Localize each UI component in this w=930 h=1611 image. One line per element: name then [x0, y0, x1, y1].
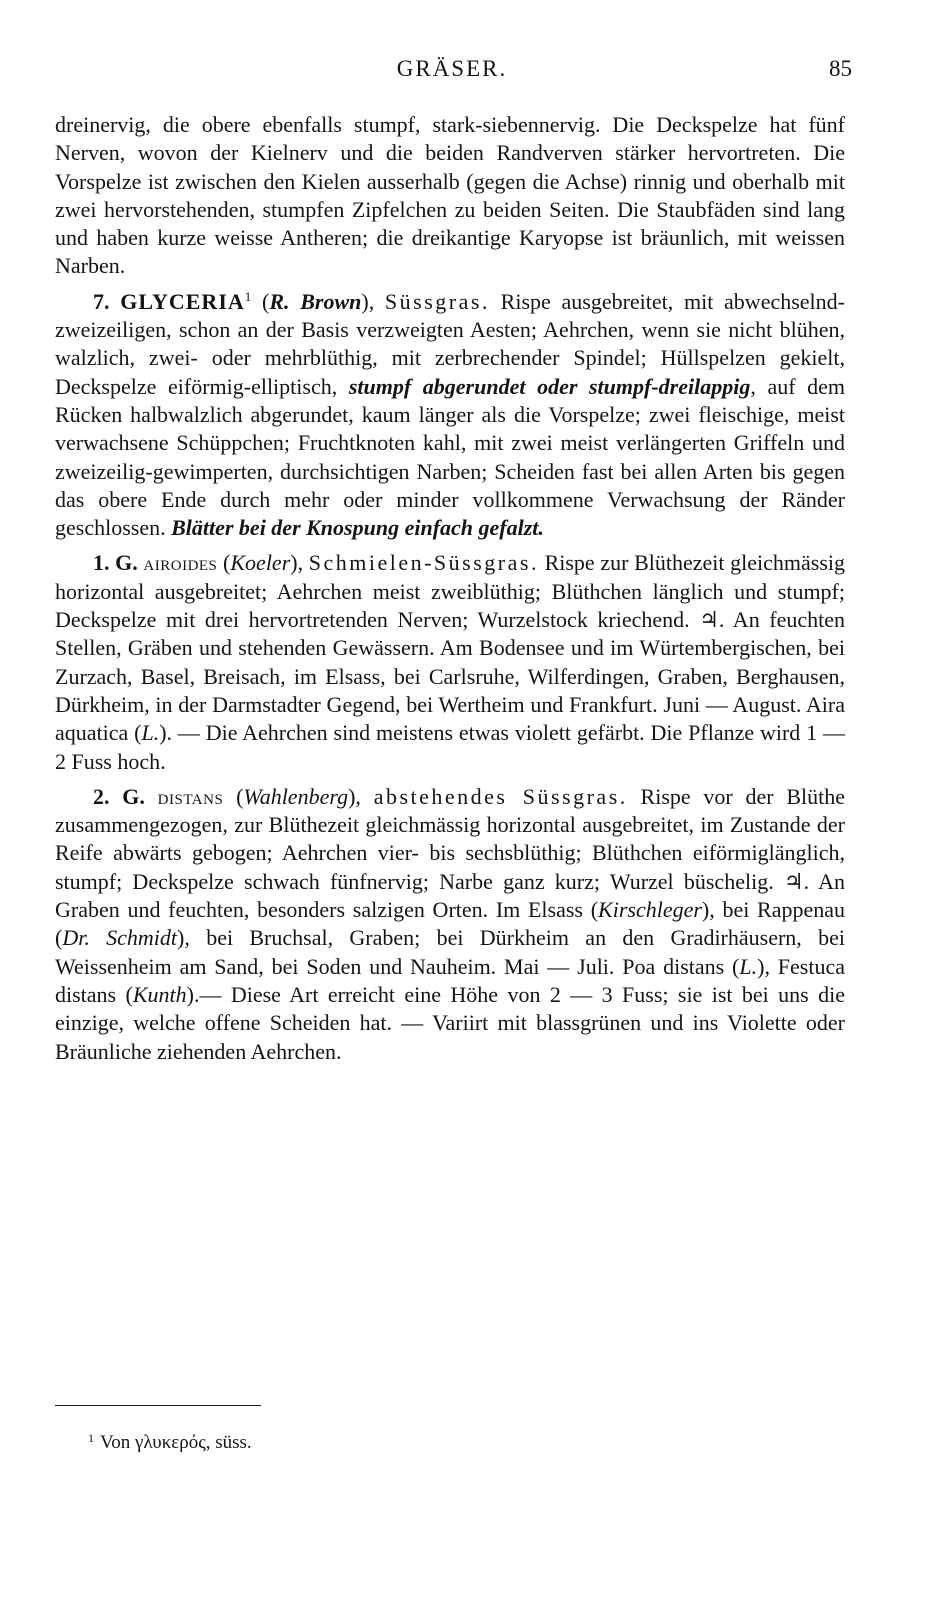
species-common-name: abstehendes Süssgras.	[373, 783, 628, 809]
genus-authority-open: (	[262, 288, 270, 314]
species-italic-2: Dr. Schmidt	[62, 925, 178, 951]
genus-text-1: Rispe ausgebreitet, mit abwechselnd-zweizeiligen, schon an der Basis verzweigten Aesten; Aehrchen, wenn sie nicht blühen, walzlich, zwei- oder mehrblüthig, mit zerbrechender Spindel; Hüllspelzen gekielt, Deckspelze eiförmig-elliptisch,	[55, 288, 845, 399]
continuation-text: dreinervig, die obere ebenfalls stumpf, stark-siebennervig. Die Deckspelze hat fünf Nerven, wovon der Kielnerv und die beiden Randverven stärker hervortreten. Die Vorspelze ist zwischen den Kielen ausserhalb (gegen die Achse) rinnig und oberhalb mit zwei hervorstehenden, stumpfen Zipfelchen zu beiden Seiten. Die Staubfäden sind lang und haben kurze weisse Antheren; die dreikantige Karyopse ist bräunlich, mit weissen Narben.	[55, 112, 845, 279]
species-authority-close: ),	[290, 550, 304, 576]
species-italic-1: L.	[141, 720, 160, 746]
body-text	[55, 111, 845, 1066]
footnote-divider	[55, 1405, 261, 1406]
footnote-reference: 1	[244, 288, 252, 304]
species-epithet: distans	[157, 783, 224, 809]
species-authority-close: ),	[348, 783, 361, 809]
footnote-mark: 1	[88, 1431, 94, 1445]
species-text-2: ). — Die Aehrchen sind meistens etwas violett gefärbt. Die Pflanze wird 1 — 2 Fuss hoch.	[55, 720, 845, 774]
species-entry-distans	[55, 783, 845, 1066]
running-title: GRÄSER.	[396, 56, 508, 81]
species-epithet: airoides	[143, 550, 218, 576]
footnote	[88, 1426, 252, 1455]
species-authority-open: (	[223, 550, 231, 576]
paragraph-continuation	[55, 111, 845, 281]
genus-description	[55, 288, 845, 543]
page-number: 85	[829, 56, 852, 81]
genus-number: 7.	[93, 288, 110, 314]
species-italic-1: Kirschleger	[598, 897, 702, 923]
species-authority: Wahlenberg	[243, 783, 349, 809]
species-genus-abbr: G.	[122, 783, 145, 809]
species-entry-airoides	[55, 549, 845, 775]
species-text-5: ).— Diese Art erreicht eine Höhe von 2 — 3 Fuss; sie ist bei uns die einzige, welche offene Scheiden hat. — Variirt mit blassgrünen und ins Violette oder Bräunliche ziehenden Aehrchen.	[55, 981, 845, 1064]
genus-common-name: Süssgras.	[384, 288, 490, 314]
species-text-4: ), Festuca distans (	[55, 953, 845, 1007]
genus-text-2: , auf dem Rücken halbwalzlich abgerundet, kaum länger als die Vorspelze; zwei fleischige, meist verwachsene Schüppchen; Fruchtknoten kahl, mit zwei meist verlängerten Griffeln und zweizeilig-gewimperten, durchsichtigen Narben; Scheiden fast bei allen Arten bis gegen das obere Ende durch mehr oder minder vollkommene Verwachsung der Ränder geschlossen.	[55, 373, 846, 541]
species-italic-3: L.	[739, 953, 758, 979]
species-number: 1.	[93, 550, 110, 576]
genus-authority: R. Brown	[269, 288, 362, 314]
genus-authority-close: ),	[361, 288, 375, 314]
running-header	[52, 56, 852, 92]
species-number: 2.	[93, 783, 110, 809]
species-text-1: Rispe vor der Blüthe zusammengezogen, zur Blüthezeit gleichmässig horizontal ausgebreitet, im Zustande der Reife abwärts gebogen; Aehrchen vier- bis sechsblüthig; Blüthchen eiförmiglänglich, stumpf; Deckspelze schwach fünfnervig; Narbe ganz kurz; Wurzel büschelig. ♃. An Graben und feuchten, besonders salzigen Orten. Im Elsass (	[55, 783, 846, 923]
species-genus-abbr: G.	[115, 550, 138, 576]
species-text-3: ), bei Bruchsal, Graben; bei Dürkheim an den Gradirhäusern, bei Weissenheim am Sand, bei Soden und Nauheim. Mai — Juli. Poa distans (	[55, 925, 845, 979]
genus-italic-1: stumpf abgerundet oder stumpf-dreilappig	[348, 373, 751, 399]
species-text-1: Rispe zur Blüthezeit gleichmässig horizontal ausgebreitet; Aehrchen meist zweiblüthig; Blüthchen länglich und stumpf; Deckspelze mit drei hervortretenden Nerven; Wurzelstock kriechend. ♃. An feuchten Stellen, Gräben und stehenden Gewässern. Am Bodensee und im Würtembergischen, bei Zurzach, Basel, Breisach, im Elsass, bei Carlsruhe, Wilferdingen, Graben, Berghausen, Dürkheim, in der Darmstadter Gegend, bei Wertheim und Frankfurt. Juni — August. Aira aquatica (	[55, 550, 845, 746]
species-common-name: Schmielen-Süssgras.	[308, 550, 539, 576]
species-text-2: ), bei Rappenau (	[55, 897, 846, 951]
footnote-text: Von γλυκερός, süss.	[100, 1432, 252, 1453]
species-italic-4: Kunth	[132, 981, 187, 1007]
genus-name: GLYCERIA	[120, 288, 245, 314]
genus-italic-2: Blätter bei der Knospung einfach gefalzt.	[171, 515, 544, 541]
species-authority-open: (	[236, 783, 244, 809]
species-authority: Koeler	[230, 550, 291, 576]
